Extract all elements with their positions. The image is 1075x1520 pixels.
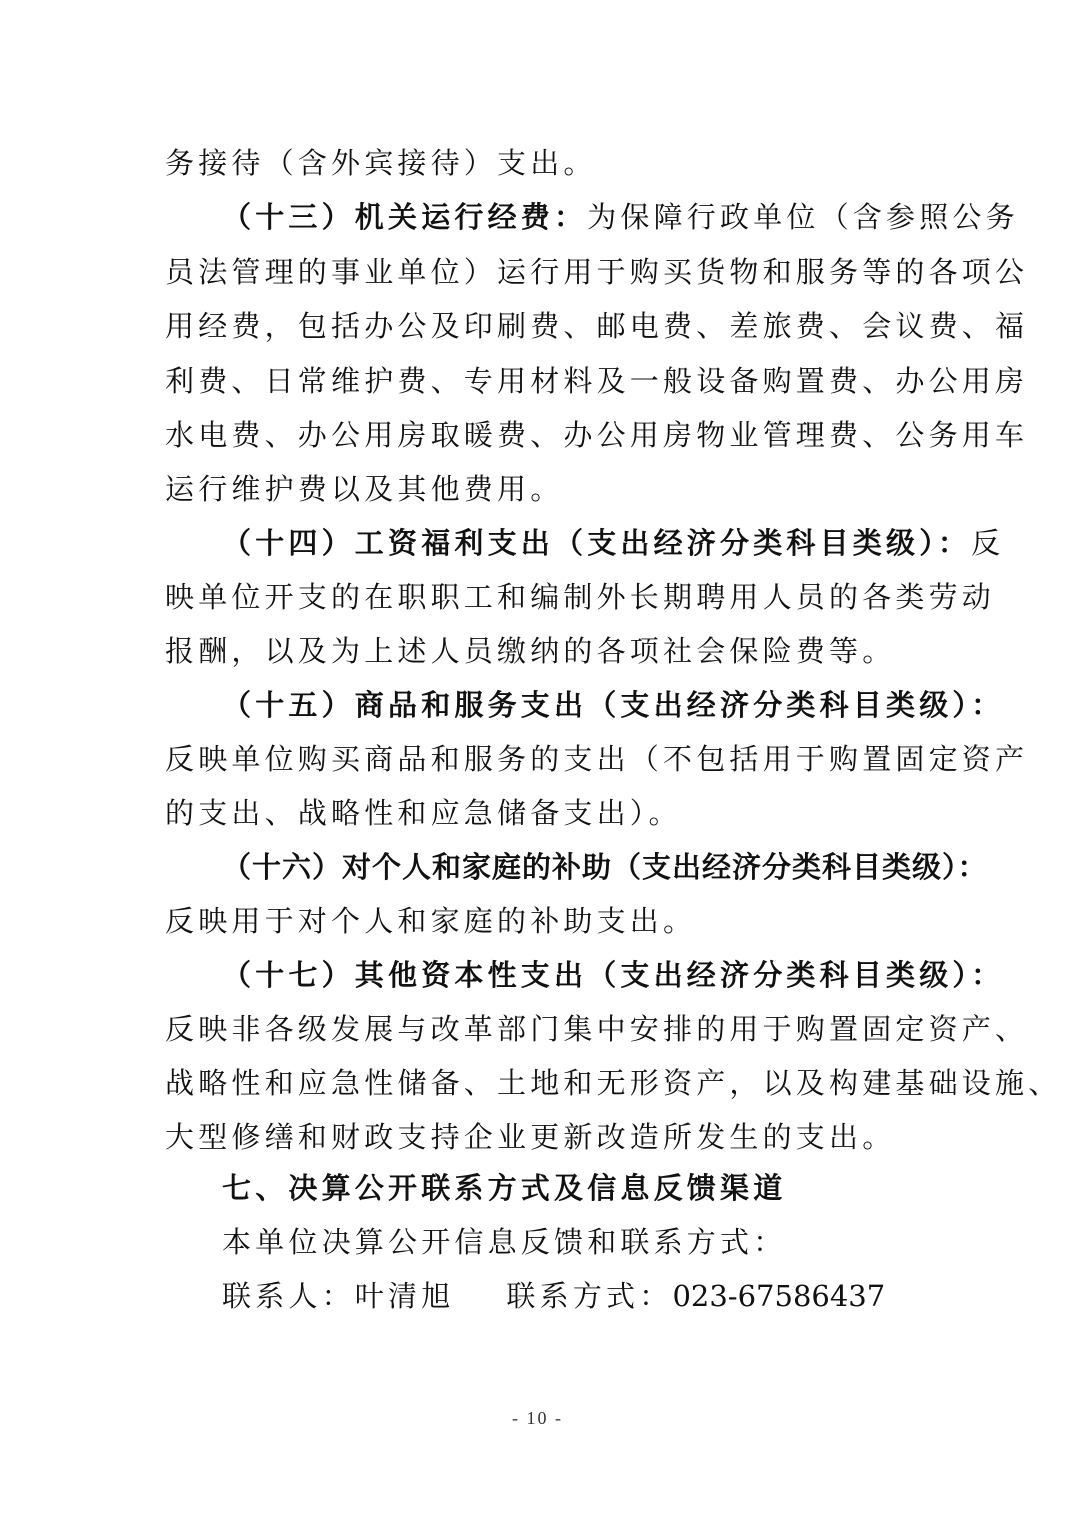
contact-name: 叶清旭 — [354, 1279, 455, 1313]
item14-line: 报酬，以及为上述人员缴纳的各项社会保险费等。 — [165, 634, 896, 668]
phone-number: 023-67586437 — [672, 1279, 886, 1313]
section7-intro: 本单位决算公开信息反馈和联系方式： — [222, 1225, 787, 1259]
item14-heading: （十四）工资福利支出（支出经济分类科目类级）： — [222, 526, 972, 560]
item17-line: 战略性和应急性储备、土地和无形资产，以及构建基础设施、 — [165, 1066, 1062, 1100]
item13-line: 运行维护费以及其他费用。 — [165, 472, 564, 506]
phone-label: 联系方式： — [506, 1279, 673, 1313]
item15-heading: （十五）商品和服务支出（支出经济分类科目类级）： — [222, 688, 1005, 722]
item15-line: 反映单位购买商品和服务的支出（不包括用于购置固定资产 — [165, 742, 1029, 776]
contact-line — [222, 1276, 925, 1316]
item16-heading: （十六）对个人和家庭的补助（支出经济分类科目类级）： — [222, 850, 988, 884]
item13-line: 水电费、办公用房取暖费、办公用房物业管理费、公务用车 — [165, 418, 1029, 452]
item13-line: 员法管理的事业单位）运行用于购买货物和服务等的各项公 — [165, 255, 1029, 289]
item17-heading: （十七）其他资本性支出（支出经济分类科目类级）： — [222, 958, 1005, 992]
item12-tail: 务接待（含外宾接待）支出。 — [165, 146, 597, 180]
item13-line: 利费、日常维护费、专用材料及一般设备购置费、办公用房 — [165, 364, 1029, 398]
item16-line: 反映用于对个人和家庭的补助支出。 — [165, 904, 697, 938]
page-number: - 10 - — [512, 1408, 563, 1428]
item14-line: 映单位开支的在职职工和编制外长期聘用人员的各类劳动 — [165, 580, 996, 614]
item13-heading: （十三）机关运行经费： — [222, 200, 588, 234]
item13-text: 为保障行政单位（含参照公务 — [587, 200, 1019, 234]
item14-text: 反 — [971, 526, 1005, 560]
item15-line: 的支出、战略性和应急储备支出）。 — [165, 796, 682, 830]
item13-first-line — [222, 197, 1019, 237]
contact-label: 联系人： — [222, 1279, 355, 1313]
item14-first-line — [222, 523, 1005, 563]
section7-heading: 七、决算公开联系方式及信息反馈渠道 — [222, 1171, 787, 1205]
item17-line: 大型修缮和财政支持企业更新改造所发生的支出。 — [165, 1120, 896, 1154]
item13-line: 用经费，包括办公及印刷费、邮电费、差旅费、会议费、福 — [165, 309, 1029, 343]
item17-line: 反映非各级发展与改革部门集中安排的用于购置固定资产、 — [165, 1012, 1029, 1046]
